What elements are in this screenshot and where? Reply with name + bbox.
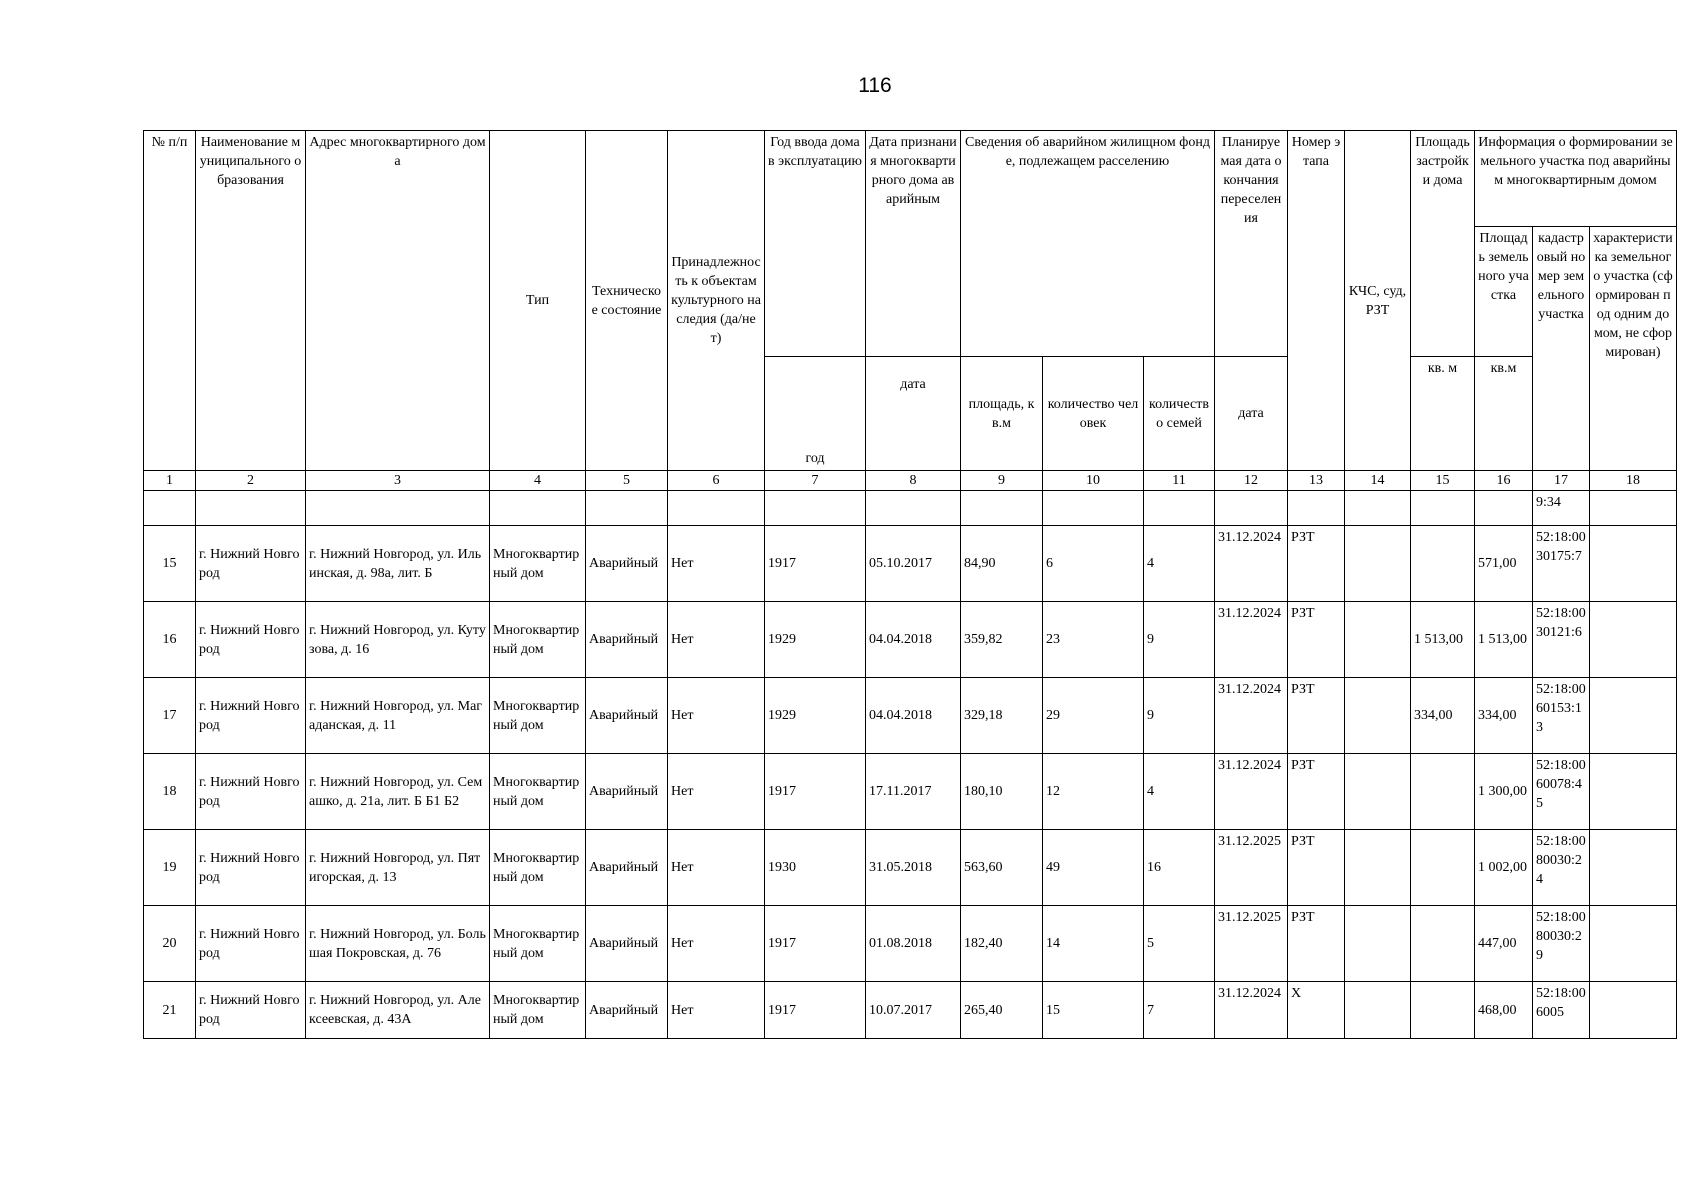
building-area (1411, 754, 1475, 830)
land-area: 1 300,00 (1475, 754, 1533, 830)
address: г. Нижний Новгород, ул. Семашко, д. 21а, лит. Б Б1 Б2 (306, 754, 490, 830)
kchs (1345, 602, 1411, 678)
subheader-build-area-unit: кв. м (1411, 357, 1475, 471)
address: г. Нижний Новгород, ул. Ильинская, д. 98а, лит. Б (306, 526, 490, 602)
land-characteristic (1590, 754, 1677, 830)
page-number: 116 (858, 74, 892, 97)
subheader-area: площадь, кв.м (961, 357, 1043, 471)
column-number: 15 (1411, 471, 1475, 491)
row-number: 15 (144, 526, 196, 602)
column-number: 12 (1215, 471, 1288, 491)
row-number: 19 (144, 830, 196, 906)
row-number: 16 (144, 602, 196, 678)
municipality: г. Нижний Новгород (196, 830, 306, 906)
heritage: Нет (668, 830, 765, 906)
commission-year: 1917 (765, 982, 866, 1039)
address: г. Нижний Новгород, ул. Алексеевская, д. 43А (306, 982, 490, 1039)
header-col-6: Принадлежность к объектам культурного наследия (да/нет) (668, 131, 765, 471)
carry-over-row (144, 491, 1677, 526)
stage: РЗТ (1288, 678, 1345, 754)
land-characteristic (1590, 830, 1677, 906)
end-date: 31.12.2025 (1215, 906, 1288, 982)
land-area: 1 002,00 (1475, 830, 1533, 906)
header-col-3: Адрес многоквартирного дома (306, 131, 490, 471)
municipality: г. Нижний Новгород (196, 602, 306, 678)
heritage: Нет (668, 526, 765, 602)
column-number: 13 (1288, 471, 1345, 491)
column-number: 6 (668, 471, 765, 491)
building-area (1411, 982, 1475, 1039)
header-col-8: Дата признания многоквартирного дома аварийным (866, 131, 961, 357)
living-area: 329,18 (961, 678, 1043, 754)
commission-year: 1930 (765, 830, 866, 906)
technical-state: Аварийный (586, 678, 668, 754)
families-count: 5 (1144, 906, 1215, 982)
header-col-15: Площадь застройки дома (1411, 131, 1475, 357)
living-area: 265,40 (961, 982, 1043, 1039)
header-col-2: Наименование муниципального образования (196, 131, 306, 471)
living-area: 563,60 (961, 830, 1043, 906)
header-col-5: Техническое состояние (586, 131, 668, 471)
subheader-date: дата (866, 357, 961, 471)
heritage: Нет (668, 678, 765, 754)
end-date: 31.12.2025 (1215, 830, 1288, 906)
people-count: 23 (1043, 602, 1144, 678)
column-number: 18 (1590, 471, 1677, 491)
stage: Х (1288, 982, 1345, 1039)
living-area: 182,40 (961, 906, 1043, 982)
emergency-date: 31.05.2018 (866, 830, 961, 906)
cadastral-number: 52:18:0060153:13 (1533, 678, 1590, 754)
row-number: 17 (144, 678, 196, 754)
building-area (1411, 906, 1475, 982)
subheader-families: количество семей (1144, 357, 1215, 471)
header-col-16: Площадь земельного участка (1475, 227, 1533, 357)
table-row (144, 678, 1677, 754)
people-count: 49 (1043, 830, 1144, 906)
cadastral-number: 52:18:006005 (1533, 982, 1590, 1039)
column-number: 8 (866, 471, 961, 491)
kchs (1345, 906, 1411, 982)
header-col-4: Тип (490, 131, 586, 471)
heritage: Нет (668, 602, 765, 678)
column-number: 7 (765, 471, 866, 491)
land-area: 468,00 (1475, 982, 1533, 1039)
living-area: 180,10 (961, 754, 1043, 830)
heritage: Нет (668, 754, 765, 830)
land-characteristic (1590, 906, 1677, 982)
carry-over-cadastral: 9:34 (1533, 491, 1590, 526)
column-number: 9 (961, 471, 1043, 491)
building-type: Многоквартирный дом (490, 906, 586, 982)
end-date: 31.12.2024 (1215, 526, 1288, 602)
header-col-16-18: Информация о формировании земельного участка под аварийным многоквартирным домом (1475, 131, 1677, 227)
building-type: Многоквартирный дом (490, 830, 586, 906)
commission-year: 1929 (765, 602, 866, 678)
families-count: 4 (1144, 754, 1215, 830)
emergency-date: 04.04.2018 (866, 678, 961, 754)
header-col-12: Планируемая дата окончания переселения (1215, 131, 1288, 357)
header-col-14: КЧС, суд, РЗТ (1345, 131, 1411, 471)
header-col-7: Год ввода дома в эксплуатацию (765, 131, 866, 357)
people-count: 15 (1043, 982, 1144, 1039)
municipality: г. Нижний Новгород (196, 526, 306, 602)
families-count: 9 (1144, 678, 1215, 754)
address: г. Нижний Новгород, ул. Большая Покровская, д. 76 (306, 906, 490, 982)
people-count: 12 (1043, 754, 1144, 830)
header-col-9-11: Сведения об аварийном жилищном фонде, подлежащем расселению (961, 131, 1215, 357)
table-row (144, 906, 1677, 982)
commission-year: 1917 (765, 526, 866, 602)
technical-state: Аварийный (586, 830, 668, 906)
commission-year: 1929 (765, 678, 866, 754)
municipality: г. Нижний Новгород (196, 678, 306, 754)
table-row (144, 830, 1677, 906)
end-date: 31.12.2024 (1215, 678, 1288, 754)
living-area: 84,90 (961, 526, 1043, 602)
row-number: 21 (144, 982, 196, 1039)
land-characteristic (1590, 602, 1677, 678)
subheader-year: год (765, 357, 866, 471)
column-number: 3 (306, 471, 490, 491)
building-type: Многоквартирный дом (490, 678, 586, 754)
people-count: 6 (1043, 526, 1144, 602)
heritage: Нет (668, 982, 765, 1039)
table-row (144, 982, 1677, 1039)
column-number: 4 (490, 471, 586, 491)
land-characteristic (1590, 982, 1677, 1039)
header-col-1: № п/п (144, 131, 196, 471)
building-area (1411, 830, 1475, 906)
emergency-date: 01.08.2018 (866, 906, 961, 982)
header-col-17: кадастровый номер земельного участка (1533, 227, 1590, 471)
families-count: 9 (1144, 602, 1215, 678)
header-col-18: характеристика земельного участка (сформирован под одним домом, не сформирован) (1590, 227, 1677, 471)
land-area: 1 513,00 (1475, 602, 1533, 678)
stage: РЗТ (1288, 754, 1345, 830)
column-number: 17 (1533, 471, 1590, 491)
table-row (144, 526, 1677, 602)
building-type: Многоквартирный дом (490, 982, 586, 1039)
land-area: 334,00 (1475, 678, 1533, 754)
cadastral-number: 52:18:0030175:7 (1533, 526, 1590, 602)
stage: РЗТ (1288, 602, 1345, 678)
emergency-date: 10.07.2017 (866, 982, 961, 1039)
emergency-date: 04.04.2018 (866, 602, 961, 678)
technical-state: Аварийный (586, 526, 668, 602)
kchs (1345, 982, 1411, 1039)
end-date: 31.12.2024 (1215, 982, 1288, 1039)
families-count: 16 (1144, 830, 1215, 906)
column-number: 11 (1144, 471, 1215, 491)
column-number: 5 (586, 471, 668, 491)
land-characteristic (1590, 678, 1677, 754)
building-area (1411, 526, 1475, 602)
kchs (1345, 526, 1411, 602)
commission-year: 1917 (765, 906, 866, 982)
table-row (144, 602, 1677, 678)
cadastral-number: 52:18:0030121:6 (1533, 602, 1590, 678)
cadastral-number: 52:18:0080030:29 (1533, 906, 1590, 982)
column-number: 1 (144, 471, 196, 491)
people-count: 29 (1043, 678, 1144, 754)
row-number: 20 (144, 906, 196, 982)
emergency-housing-table (143, 130, 1677, 1039)
stage: РЗТ (1288, 830, 1345, 906)
land-characteristic (1590, 526, 1677, 602)
technical-state: Аварийный (586, 754, 668, 830)
column-number: 2 (196, 471, 306, 491)
heritage: Нет (668, 906, 765, 982)
kchs (1345, 754, 1411, 830)
land-area: 447,00 (1475, 906, 1533, 982)
building-type: Многоквартирный дом (490, 526, 586, 602)
municipality: г. Нижний Новгород (196, 982, 306, 1039)
technical-state: Аварийный (586, 602, 668, 678)
stage: РЗТ (1288, 906, 1345, 982)
municipality: г. Нижний Новгород (196, 754, 306, 830)
municipality: г. Нижний Новгород (196, 906, 306, 982)
kchs (1345, 830, 1411, 906)
living-area: 359,82 (961, 602, 1043, 678)
cadastral-number: 52:18:0060078:45 (1533, 754, 1590, 830)
column-number: 14 (1345, 471, 1411, 491)
stage: РЗТ (1288, 526, 1345, 602)
column-number: 16 (1475, 471, 1533, 491)
end-date: 31.12.2024 (1215, 754, 1288, 830)
end-date: 31.12.2024 (1215, 602, 1288, 678)
subheader-end-date: дата (1215, 357, 1288, 471)
families-count: 4 (1144, 526, 1215, 602)
kchs (1345, 678, 1411, 754)
address: г. Нижний Новгород, ул. Пятигорская, д. 13 (306, 830, 490, 906)
building-area: 334,00 (1411, 678, 1475, 754)
subheader-people: количество человек (1043, 357, 1144, 471)
commission-year: 1917 (765, 754, 866, 830)
emergency-date: 05.10.2017 (866, 526, 961, 602)
cadastral-number: 52:18:0080030:24 (1533, 830, 1590, 906)
address: г. Нижний Новгород, ул. Магаданская, д. 11 (306, 678, 490, 754)
technical-state: Аварийный (586, 982, 668, 1039)
address: г. Нижний Новгород, ул. Кутузова, д. 16 (306, 602, 490, 678)
technical-state: Аварийный (586, 906, 668, 982)
row-number: 18 (144, 754, 196, 830)
building-type: Многоквартирный дом (490, 754, 586, 830)
column-number: 10 (1043, 471, 1144, 491)
building-area: 1 513,00 (1411, 602, 1475, 678)
people-count: 14 (1043, 906, 1144, 982)
building-type: Многоквартирный дом (490, 602, 586, 678)
land-area: 571,00 (1475, 526, 1533, 602)
header-col-13: Номер этапа (1288, 131, 1345, 471)
emergency-date: 17.11.2017 (866, 754, 961, 830)
table-row (144, 754, 1677, 830)
subheader-land-area-unit: кв.м (1475, 357, 1533, 471)
families-count: 7 (1144, 982, 1215, 1039)
